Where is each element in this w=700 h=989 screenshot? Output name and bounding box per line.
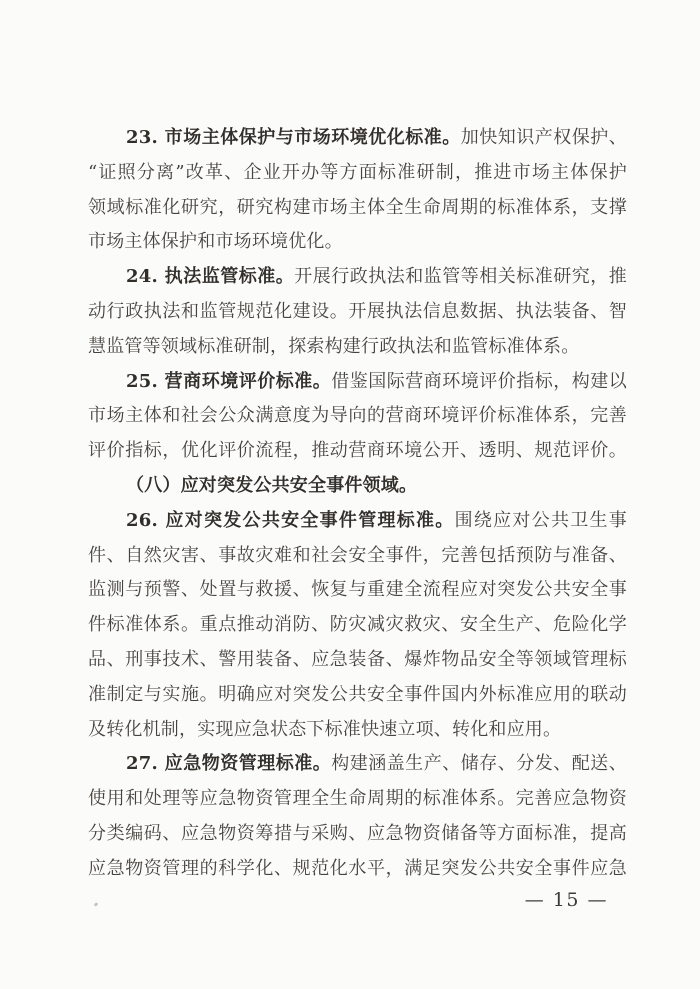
text-run: 构建涵盖生产、储存、分发、配送、: [331, 753, 627, 775]
page-footer: [525, 889, 608, 911]
text-line: 评价指标，优化评价流程，推动营商环境公开、透明、规范评价。: [88, 440, 627, 462]
text-run: 加快知识产权保护、: [460, 127, 627, 148]
text-line: 慧监管等领域标准研制，探索构建行政执法和监管标准体系。: [88, 335, 580, 357]
text-run: 借鉴国际营商环境评价指标，构建以: [331, 370, 627, 392]
item-number-title: 24. 执法监管标准。: [126, 266, 295, 288]
text-run: 围绕应对公共卫生事: [454, 509, 627, 531]
item-number-title: 26. 应对突发公共安全事件管理标准。: [126, 509, 455, 531]
text-line: 领域标准化研究，研究构建市场主体全生命周期的标准体系，支撑: [88, 196, 627, 218]
text-line: 应急物资管理的科学化、规范化水平，满足突发公共安全事件应急: [88, 857, 627, 879]
text-line: [88, 260, 627, 295]
text-line: [88, 121, 627, 156]
text-run: 开展行政执法和监管等相关标准研究，推: [294, 266, 627, 288]
text-line: 市场主体保护和市场环境优化。: [88, 231, 343, 253]
text-line: 件、自然灾害、事故灾难和社会安全事件，完善包括预防与准备、: [88, 544, 627, 566]
section-heading: （八）应对突发公共安全事件领域。: [126, 474, 418, 496]
paragraph-27: [88, 747, 627, 886]
paragraph-23: [88, 121, 627, 260]
item-number-title: 27. 应急物资管理标准。: [126, 753, 332, 775]
text-line: 市场主体和社会公众满意度为导向的营商环境评价标准体系，完善: [88, 405, 627, 427]
text-line: [88, 747, 627, 782]
text-line: [88, 365, 627, 400]
scan-speck-artifact: [94, 902, 99, 907]
text-line: 准制定与实施。明确应对突发公共安全事件国内外标准应用的联动: [88, 683, 627, 705]
paragraph-24: [88, 260, 627, 364]
item-number-title: 25. 营商环境评价标准。: [126, 370, 332, 392]
page-content: [88, 121, 627, 887]
text-line: 使用和处理等应急物资管理全生命周期的标准体系。完善应急物资: [88, 788, 627, 810]
text-line: 动行政执法和监管规范化建设。开展执法信息数据、执法装备、智: [88, 300, 627, 322]
paragraph-25: [88, 365, 627, 469]
page-number: — 15 —: [524, 889, 608, 911]
text-line: 分类编码、应急物资筹措与采购、应急物资储备等方面标准，提高: [88, 822, 627, 844]
text-line: [88, 504, 627, 539]
text-line: 件标准体系。重点推动消防、防灾减灾救灾、安全生产、危险化学: [88, 614, 627, 636]
text-line: 及转化机制，实现应急状态下标准快速立项、转化和应用。: [88, 718, 562, 740]
text-line: “证照分离”改革、企业开办等方面标准研制，推进市场主体保护: [88, 161, 627, 183]
text-line: 监测与预警、处置与救援、恢复与重建全流程应对突发公共安全事: [88, 579, 627, 601]
paragraph-26: [88, 504, 627, 748]
text-line: 品、刑事技术、警用装备、应急装备、爆炸物品安全等领域管理标: [88, 648, 627, 670]
item-number-title: 23. 市场主体保护与市场环境优化标准。: [126, 127, 461, 148]
